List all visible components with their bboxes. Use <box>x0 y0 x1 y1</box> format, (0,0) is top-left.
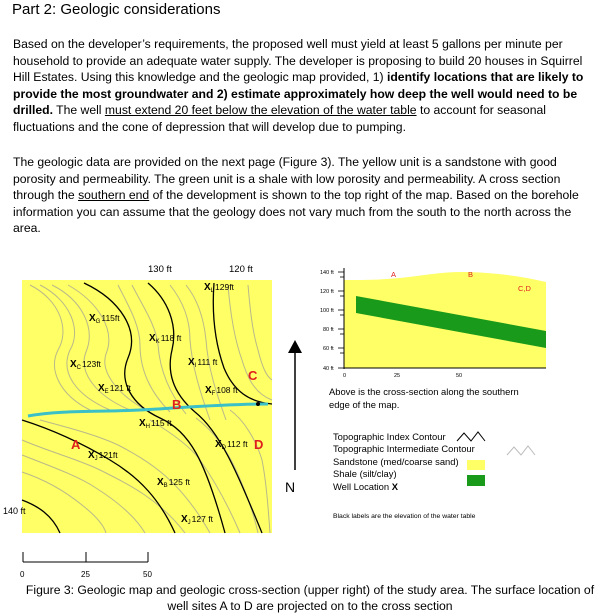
legend-shale-label: Shale (silt/clay) <box>333 468 397 480</box>
well-label: $X_C123ft$ <box>70 359 101 371</box>
section-title: Part 2: Geologic considerations <box>12 1 221 18</box>
contour-label-120: 120 ft <box>229 264 253 275</box>
requirements-paragraph <box>13 36 595 136</box>
y-tick-label: 40 ft <box>323 366 334 372</box>
well-label: $X_K118$ ft <box>149 333 182 345</box>
cross-section-caption: Above is the cross-section along the southern edge of the map. <box>329 386 519 410</box>
legend-well-label: Well Location <box>333 480 390 492</box>
x-tick-label: 50 <box>456 373 463 379</box>
well-label: $X_D112$ ft <box>215 439 248 451</box>
x-tick-label: 0 <box>343 373 347 379</box>
legend-row-shale <box>333 468 475 480</box>
well-label: $X_J127$ ft <box>181 514 213 526</box>
north-label: N <box>285 479 296 495</box>
well-label: $X_H115$ ft <box>139 418 172 430</box>
contour-label-130: 130 ft <box>148 264 172 275</box>
legend-row-intermediate <box>333 443 475 455</box>
legend-intermediate-contour-label: Topographic Intermediate Contour <box>333 443 475 455</box>
site-label-c: C <box>248 368 258 383</box>
index-contour-icon <box>457 432 485 441</box>
well-label: $X_B125$ ft <box>157 477 190 489</box>
sandstone-swatch <box>467 460 485 470</box>
xs-site-label-a: A <box>391 270 397 279</box>
p1-text-3: to account for seasonal fluctuations and the cone of depression that will develop due to pumping. <box>13 103 546 134</box>
legend-symbols <box>455 429 540 489</box>
site-label-d: D <box>254 437 264 452</box>
stream-end-marker <box>256 402 260 406</box>
x-tick-labels <box>343 373 462 379</box>
geology-paragraph <box>13 154 595 237</box>
y-tick-label: 120 ft <box>320 289 334 295</box>
y-tick-label: 80 ft <box>323 327 334 333</box>
legend-row-well <box>333 481 475 493</box>
p1-underlined: must extend 20 feet below the elevation of the water table <box>104 103 417 118</box>
x-tick-label: 25 <box>394 373 401 379</box>
y-tick-label: 100 ft <box>320 308 334 314</box>
legend-row-sandstone <box>333 456 475 468</box>
p1-bold-task: identify locations that are likely to provide the most groundwater and 2) estimate approximately how deep the well would need to be drilled. <box>13 70 584 118</box>
sandstone-area <box>22 280 272 533</box>
well-label: $X_E121$ ft <box>98 383 131 395</box>
site-label-a: A <box>71 437 81 452</box>
well-label: $X_F108$ ft <box>205 385 238 397</box>
figure-caption: Figure 3: Geologic map and geologic cross-section (upper right) of the study area. The surface location of well sites A to D are projected on to the cross section <box>25 583 595 613</box>
site-label-b: B <box>172 397 182 412</box>
xs-site-label-b: B <box>468 270 474 279</box>
p2-text-1: The geologic data are provided on the next page (Figure 3). The yellow unit is a sandstone with good porosity and permeability. The green unit is a shale with low porosity and permeability. A cross section through the <box>13 155 561 203</box>
contour-label-140: 140 ft <box>3 506 26 516</box>
legend-sandstone-label: Sandstone (med/coarse sand) <box>333 455 459 467</box>
y-tick-labels <box>320 270 334 372</box>
y-tick-label: 140 ft <box>320 270 334 276</box>
legend-note: Black labels are the elevation of the water table <box>333 513 476 520</box>
scale-label-0: 0 <box>20 570 25 579</box>
scale-label-50: 50 <box>143 570 152 579</box>
legend-row-index <box>333 431 475 443</box>
map-legend <box>333 431 475 493</box>
well-label: $X_L129ft$ <box>204 282 234 294</box>
p1-text-1: Based on the developer’s requirements, the proposed well must yield at least 5 gallons per minute per household to provide an adequate water supply. The developer is proposing to build 20 houses in Squirrel Hill Estates. Using this knowledge and the geologic map provided, 1) <box>13 37 583 85</box>
scale-bar <box>23 552 148 562</box>
cross-section <box>300 255 550 380</box>
intermediate-contour-icon <box>507 446 535 455</box>
geologic-map <box>0 255 320 580</box>
well-location-icon: X <box>391 480 398 492</box>
p2-underlined: southern end <box>78 188 150 203</box>
well-label: $X_G115ft$ <box>89 313 120 325</box>
p2-text-2: of the development is shown to the top right of the map. Based on the borehole information you can assume that the geology does not vary much from the south to the north across the area. <box>13 188 579 236</box>
y-axis-ticks <box>338 272 344 368</box>
legend-index-contour-label: Topographic Index Contour <box>333 431 446 442</box>
y-tick-label: 60 ft <box>323 346 334 352</box>
scale-label-25: 25 <box>81 570 90 579</box>
p1-text-2: The well <box>52 103 105 118</box>
well-label: $X_I111$ ft <box>188 357 218 369</box>
well-label: $X_J121ft$ <box>88 450 118 462</box>
shale-swatch <box>467 475 485 486</box>
xs-site-label-cd: C,D <box>518 284 531 293</box>
